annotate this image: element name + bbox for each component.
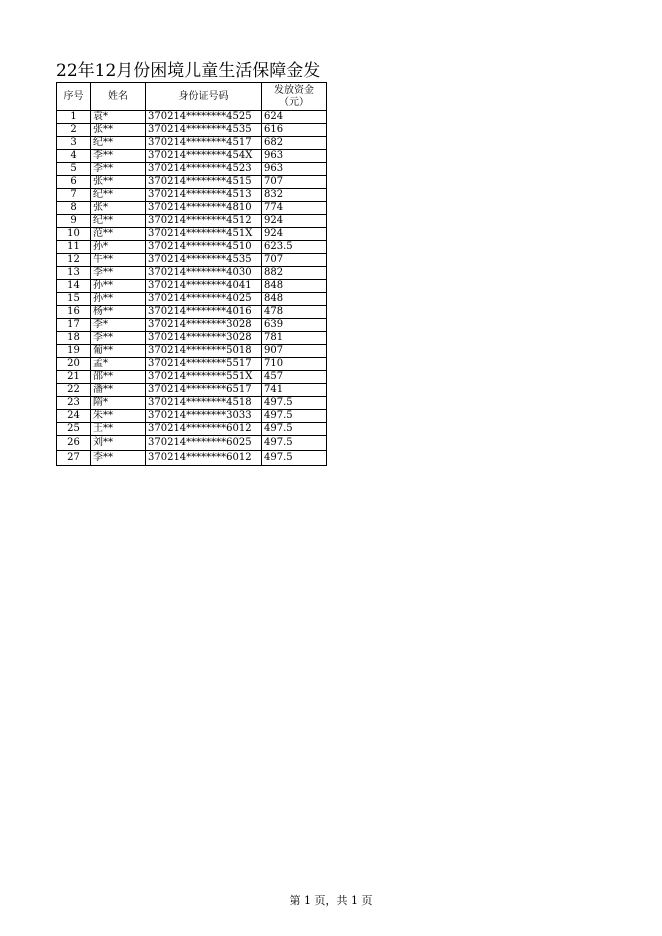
- header-seq: 序号: [57, 83, 91, 111]
- table-row: [57, 397, 327, 410]
- row-amount: 457: [262, 371, 327, 384]
- table-row: [57, 228, 327, 241]
- row-id: 370214********6025: [146, 436, 262, 451]
- row-amount: 497.5: [262, 451, 327, 466]
- row-seq: 8: [57, 202, 91, 215]
- row-name: 纪**: [91, 189, 146, 202]
- row-amount: 741: [262, 384, 327, 397]
- page-footer: 第 1 页，共 1 页: [289, 894, 373, 907]
- table-row: [57, 189, 327, 202]
- row-amount: 639: [262, 319, 327, 332]
- row-name: 孙**: [91, 293, 146, 306]
- table-row: [57, 345, 327, 358]
- row-name: 范**: [91, 228, 146, 241]
- row-name: 孙**: [91, 280, 146, 293]
- table-row: [57, 111, 327, 124]
- row-name: 李**: [91, 150, 146, 163]
- row-amount: 682: [262, 137, 327, 150]
- row-name: 葡**: [91, 345, 146, 358]
- row-id: 370214********3033: [146, 410, 262, 423]
- row-seq: 15: [57, 293, 91, 306]
- row-seq: 17: [57, 319, 91, 332]
- row-seq: 6: [57, 176, 91, 189]
- row-name: 袁*: [91, 111, 146, 124]
- table-row: [57, 137, 327, 150]
- row-name: 纪**: [91, 137, 146, 150]
- row-amount: 478: [262, 306, 327, 319]
- table-row: [57, 371, 327, 384]
- row-name: 李*: [91, 319, 146, 332]
- row-seq: 25: [57, 423, 91, 436]
- table-row: [57, 384, 327, 397]
- header-name: 姓名: [91, 83, 146, 111]
- row-name: 隋*: [91, 397, 146, 410]
- table-row: [57, 176, 327, 189]
- page-title: 22年12月份困境儿童生活保障金发: [56, 61, 321, 81]
- table-row: [57, 241, 327, 254]
- row-name: 纪**: [91, 215, 146, 228]
- row-id: 370214********4535: [146, 124, 262, 137]
- row-seq: 7: [57, 189, 91, 202]
- row-id: 370214********5517: [146, 358, 262, 371]
- row-amount: 781: [262, 332, 327, 345]
- row-id: 370214********4810: [146, 202, 262, 215]
- row-amount: 497.5: [262, 410, 327, 423]
- subsidy-table: [56, 82, 327, 466]
- row-id: 370214********4510: [146, 241, 262, 254]
- row-name: 李**: [91, 451, 146, 466]
- table-row: [57, 293, 327, 306]
- row-id: 370214********4016: [146, 306, 262, 319]
- row-id: 370214********6012: [146, 423, 262, 436]
- row-id: 370214********4517: [146, 137, 262, 150]
- row-name: 李**: [91, 332, 146, 345]
- row-seq: 26: [57, 436, 91, 451]
- row-id: 370214********4515: [146, 176, 262, 189]
- row-seq: 1: [57, 111, 91, 124]
- row-name: 张**: [91, 124, 146, 137]
- table-row: [57, 436, 327, 451]
- header-amount: 发放资金（元）: [262, 83, 327, 111]
- row-id: 370214********3028: [146, 319, 262, 332]
- row-seq: 20: [57, 358, 91, 371]
- row-id: 370214********4525: [146, 111, 262, 124]
- row-name: 张*: [91, 202, 146, 215]
- row-id: 370214********4025: [146, 293, 262, 306]
- row-id: 370214********4513: [146, 189, 262, 202]
- row-name: 孙*: [91, 241, 146, 254]
- row-name: 刘**: [91, 436, 146, 451]
- row-seq: 12: [57, 254, 91, 267]
- table-header-row: [57, 83, 327, 111]
- row-id: 370214********6012: [146, 451, 262, 466]
- row-amount: 497.5: [262, 397, 327, 410]
- row-name: 孟*: [91, 358, 146, 371]
- row-id: 370214********4518: [146, 397, 262, 410]
- row-id: 370214********3028: [146, 332, 262, 345]
- table-row: [57, 150, 327, 163]
- row-seq: 10: [57, 228, 91, 241]
- row-seq: 3: [57, 137, 91, 150]
- row-amount: 710: [262, 358, 327, 371]
- row-seq: 21: [57, 371, 91, 384]
- row-amount: 707: [262, 254, 327, 267]
- table-row: [57, 254, 327, 267]
- row-name: 邵**: [91, 371, 146, 384]
- row-seq: 13: [57, 267, 91, 280]
- row-seq: 24: [57, 410, 91, 423]
- row-id: 370214********5018: [146, 345, 262, 358]
- row-seq: 23: [57, 397, 91, 410]
- row-id: 370214********6517: [146, 384, 262, 397]
- table-row: [57, 410, 327, 423]
- row-amount: 774: [262, 202, 327, 215]
- header-id: 身份证号码: [146, 83, 262, 111]
- row-id: 370214********4523: [146, 163, 262, 176]
- table-row: [57, 163, 327, 176]
- row-id: 370214********551X: [146, 371, 262, 384]
- table-body: [57, 111, 327, 466]
- row-name: 张**: [91, 176, 146, 189]
- row-id: 370214********4535: [146, 254, 262, 267]
- row-seq: 9: [57, 215, 91, 228]
- table-row: [57, 215, 327, 228]
- table-row: [57, 306, 327, 319]
- table-row: [57, 280, 327, 293]
- row-amount: 616: [262, 124, 327, 137]
- row-seq: 4: [57, 150, 91, 163]
- row-name: 王**: [91, 423, 146, 436]
- row-seq: 22: [57, 384, 91, 397]
- row-amount: 924: [262, 228, 327, 241]
- row-amount: 707: [262, 176, 327, 189]
- table-row: [57, 423, 327, 436]
- row-name: 牛**: [91, 254, 146, 267]
- row-seq: 2: [57, 124, 91, 137]
- row-amount: 882: [262, 267, 327, 280]
- row-id: 370214********451X: [146, 228, 262, 241]
- row-seq: 5: [57, 163, 91, 176]
- row-amount: 497.5: [262, 423, 327, 436]
- row-amount: 924: [262, 215, 327, 228]
- row-id: 370214********4041: [146, 280, 262, 293]
- row-name: 杨**: [91, 306, 146, 319]
- row-amount: 832: [262, 189, 327, 202]
- row-amount: 907: [262, 345, 327, 358]
- row-id: 370214********4030: [146, 267, 262, 280]
- row-amount: 848: [262, 280, 327, 293]
- row-name: 朱**: [91, 410, 146, 423]
- table-row: [57, 267, 327, 280]
- row-amount: 624: [262, 111, 327, 124]
- row-seq: 11: [57, 241, 91, 254]
- row-seq: 14: [57, 280, 91, 293]
- row-amount: 623.5: [262, 241, 327, 254]
- row-id: 370214********4512: [146, 215, 262, 228]
- row-amount: 848: [262, 293, 327, 306]
- row-name: 李**: [91, 267, 146, 280]
- table-row: [57, 451, 327, 466]
- row-amount: 963: [262, 163, 327, 176]
- row-name: 李**: [91, 163, 146, 176]
- table-row: [57, 319, 327, 332]
- table-row: [57, 332, 327, 345]
- row-amount: 497.5: [262, 436, 327, 451]
- row-name: 潘**: [91, 384, 146, 397]
- row-seq: 27: [57, 451, 91, 466]
- table-row: [57, 202, 327, 215]
- row-seq: 16: [57, 306, 91, 319]
- row-amount: 963: [262, 150, 327, 163]
- row-id: 370214********454X: [146, 150, 262, 163]
- row-seq: 19: [57, 345, 91, 358]
- table-row: [57, 124, 327, 137]
- row-seq: 18: [57, 332, 91, 345]
- table-row: [57, 358, 327, 371]
